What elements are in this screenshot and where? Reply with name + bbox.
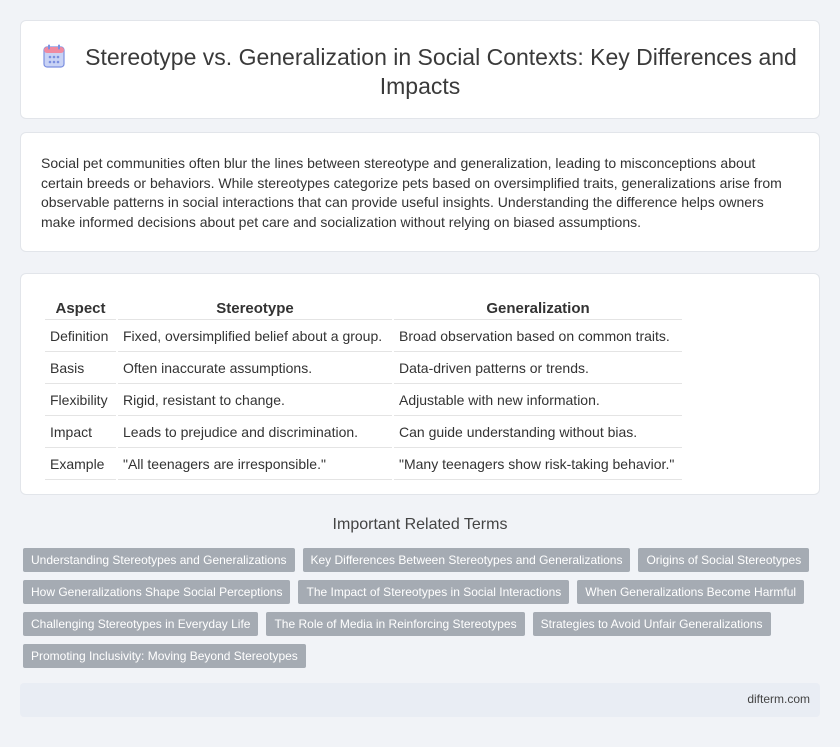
related-tag[interactable]: Challenging Stereotypes in Everyday Life	[23, 612, 258, 636]
related-tag[interactable]: Promoting Inclusivity: Moving Beyond Stereotypes	[23, 644, 306, 668]
comparison-card	[20, 273, 820, 495]
cell-stereotype: Fixed, oversimplified belief about a group.	[118, 322, 392, 352]
cell-aspect: Impact	[45, 418, 116, 448]
cell-generalization: Can guide understanding without bias.	[394, 418, 682, 448]
header-stereotype: Stereotype	[118, 297, 392, 320]
related-tag[interactable]: Strategies to Avoid Unfair Generalizations	[533, 612, 771, 636]
cell-aspect: Example	[45, 450, 116, 480]
intro-card	[20, 132, 820, 252]
footer-site-link[interactable]: difterm.com	[747, 692, 810, 706]
cell-aspect: Definition	[45, 322, 116, 352]
calendar-icon	[43, 44, 65, 68]
table-row	[45, 354, 682, 384]
cell-stereotype: Rigid, resistant to change.	[118, 386, 392, 416]
cell-aspect: Basis	[45, 354, 116, 384]
cell-generalization: Adjustable with new information.	[394, 386, 682, 416]
table-header-row	[45, 297, 682, 320]
header	[41, 43, 799, 101]
cell-generalization: Broad observation based on common traits.	[394, 322, 682, 352]
related-terms-heading: Important Related Terms	[332, 516, 508, 533]
related-tag[interactable]: How Generalizations Shape Social Perceptions	[23, 580, 290, 604]
cell-generalization: "Many teenagers show risk-taking behavior."	[394, 450, 682, 480]
page-title	[41, 43, 799, 101]
cell-generalization: Data-driven patterns or trends.	[394, 354, 682, 384]
table-row	[45, 322, 682, 352]
related-tag[interactable]: When Generalizations Become Harmful	[577, 580, 804, 604]
page-title-text: Stereotype vs. Generalization in Social Contexts: Key Differences and Impacts	[85, 44, 797, 99]
related-tag[interactable]: The Impact of Stereotypes in Social Interactions	[298, 580, 569, 604]
table-row	[45, 418, 682, 448]
cell-stereotype: Often inaccurate assumptions.	[118, 354, 392, 384]
header-generalization: Generalization	[394, 297, 682, 320]
table-row	[45, 386, 682, 416]
related-tag[interactable]: The Role of Media in Reinforcing Stereotypes	[266, 612, 524, 636]
table-row	[45, 450, 682, 480]
footer	[20, 683, 820, 717]
cell-stereotype: Leads to prejudice and discrimination.	[118, 418, 392, 448]
related-tag[interactable]: Origins of Social Stereotypes	[638, 548, 809, 572]
cell-stereotype: "All teenagers are irresponsible."	[118, 450, 392, 480]
related-tag[interactable]: Key Differences Between Stereotypes and Generalizations	[303, 548, 631, 572]
cell-aspect: Flexibility	[45, 386, 116, 416]
related-tag[interactable]: Understanding Stereotypes and Generalizations	[23, 548, 295, 572]
comparison-table	[43, 295, 684, 482]
intro-paragraph: Social pet communities often blur the lines between stereotype and generalization, leading to misconceptions about certain breeds or behaviors. While stereotypes categorize pets based on oversimplified traits, generalizations arise from observable patterns in social interactions that can provide useful insights. Understanding the difference helps owners make informed decisions about pet care and socialization without relying on biased assumptions.	[41, 155, 782, 230]
header-card	[20, 20, 820, 119]
related-terms-list	[23, 548, 813, 668]
header-aspect: Aspect	[45, 297, 116, 320]
